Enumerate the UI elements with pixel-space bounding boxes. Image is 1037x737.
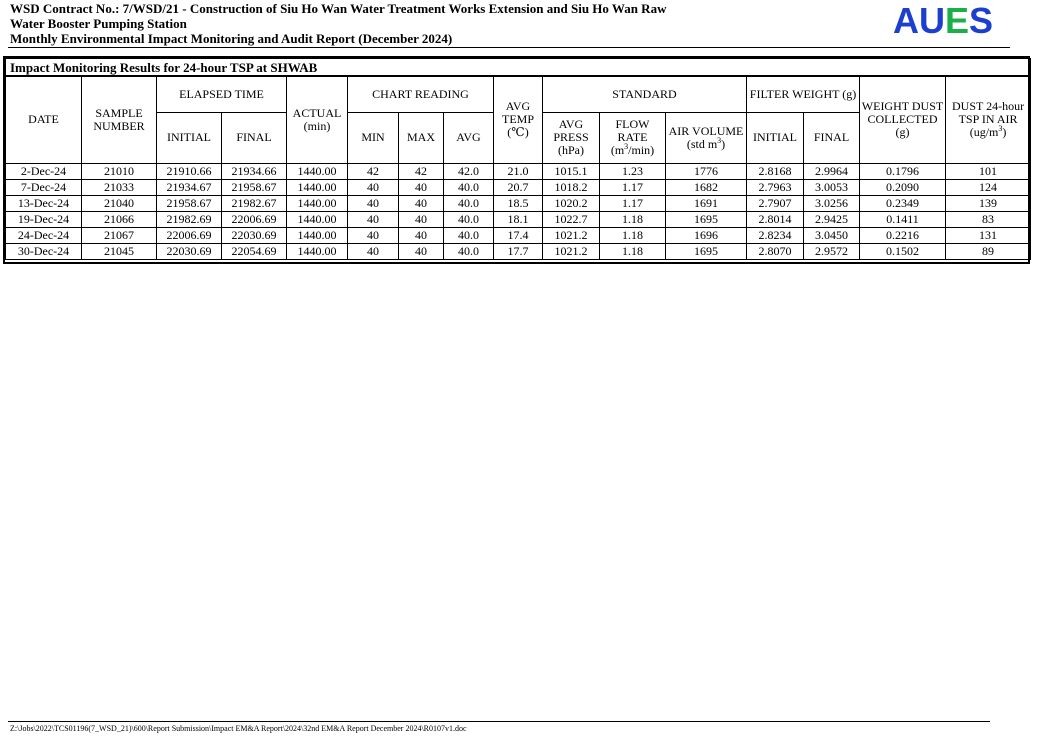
cell-air-volume: 1695 — [666, 243, 747, 259]
cell-chart-avg: 40.0 — [444, 227, 494, 243]
cell-chart-avg: 40.0 — [444, 211, 494, 227]
cell-elapsed-initial: 21910.66 — [157, 163, 222, 179]
cell-elapsed-final: 21934.66 — [222, 163, 287, 179]
cell-filter-final: 3.0053 — [804, 179, 860, 195]
cell-avg-temp: 21.0 — [494, 163, 543, 179]
logo-letter-u: U — [919, 0, 945, 41]
dust-tsp-unit — [970, 125, 1007, 139]
cell-chart-min: 40 — [348, 211, 399, 227]
table-row — [6, 243, 1031, 259]
air-volume-unit-a: (std m — [686, 136, 718, 151]
dust-tsp-unit-b: ) — [1002, 125, 1007, 140]
col-header-fw-initial: INITIAL — [747, 112, 804, 163]
col-header-air-volume — [666, 112, 747, 163]
results-table-frame — [3, 56, 1030, 264]
cell-date: 13-Dec-24 — [6, 195, 82, 211]
cell-air-volume: 1691 — [666, 195, 747, 211]
col-header-date: DATE — [6, 76, 82, 163]
cell-filter-final: 2.9425 — [804, 211, 860, 227]
cell-filter-final: 3.0450 — [804, 227, 860, 243]
cell-actual: 1440.00 — [287, 163, 348, 179]
cell-date: 19-Dec-24 — [6, 211, 82, 227]
cell-filter-initial: 2.8168 — [747, 163, 804, 179]
cell-elapsed-final: 22006.69 — [222, 211, 287, 227]
cell-sample-number: 21066 — [82, 211, 157, 227]
col-header-actual — [287, 76, 348, 163]
cell-weight-dust: 0.1502 — [860, 243, 946, 259]
cell-chart-avg: 40.0 — [444, 179, 494, 195]
table-row — [6, 163, 1031, 179]
cell-dust-tsp: 131 — [946, 227, 1031, 243]
avg-temp-unit: (℃) — [507, 125, 529, 140]
cell-avg-temp: 20.7 — [494, 179, 543, 195]
cell-dust-tsp: 139 — [946, 195, 1031, 211]
dust-tsp-unit-a: (ug/m — [969, 125, 999, 140]
cell-avg-press: 1021.2 — [543, 243, 600, 259]
flow-rate-unit-b: /min) — [628, 143, 655, 157]
cell-date: 24-Dec-24 — [6, 227, 82, 243]
cell-flow-rate: 1.17 — [600, 195, 666, 211]
col-header-flow-rate — [600, 112, 666, 163]
cell-sample-number: 21040 — [82, 195, 157, 211]
col-header-max: MAX — [399, 112, 444, 163]
cell-elapsed-initial: 21958.67 — [157, 195, 222, 211]
table-row — [6, 195, 1031, 211]
aues-logo — [893, 0, 993, 42]
cell-flow-rate: 1.23 — [600, 163, 666, 179]
cell-air-volume: 1696 — [666, 227, 747, 243]
cell-filter-initial: 2.7963 — [747, 179, 804, 195]
table-row — [6, 179, 1031, 195]
cell-filter-initial: 2.8070 — [747, 243, 804, 259]
weight-dust-label: WEIGHT DUST COLLECTED — [861, 99, 944, 127]
actual-unit: (min) — [303, 118, 331, 133]
cell-elapsed-final: 22030.69 — [222, 227, 287, 243]
cell-actual: 1440.00 — [287, 195, 348, 211]
cell-elapsed-initial: 21934.67 — [157, 179, 222, 195]
cell-date: 7-Dec-24 — [6, 179, 82, 195]
cell-flow-rate: 1.17 — [600, 179, 666, 195]
cell-air-volume: 1776 — [666, 163, 747, 179]
col-header-min: MIN — [348, 112, 399, 163]
cell-avg-press: 1022.7 — [543, 211, 600, 227]
cell-avg-press: 1021.2 — [543, 227, 600, 243]
col-header-chart-reading: CHART READING — [348, 76, 494, 112]
cell-sample-number: 21045 — [82, 243, 157, 259]
cell-filter-final: 2.9964 — [804, 163, 860, 179]
cell-chart-avg: 42.0 — [444, 163, 494, 179]
cell-dust-tsp: 124 — [946, 179, 1031, 195]
cell-flow-rate: 1.18 — [600, 227, 666, 243]
cell-sample-number: 21067 — [82, 227, 157, 243]
cell-elapsed-final: 21958.67 — [222, 179, 287, 195]
col-header-elapsed-time: ELAPSED TIME — [157, 76, 287, 112]
flow-rate-unit — [611, 143, 654, 157]
col-header-weight-dust — [860, 76, 946, 163]
cell-chart-min: 42 — [348, 163, 399, 179]
cell-chart-min: 40 — [348, 227, 399, 243]
footer-file-path: Z:\Jobs\2022\TCS01196(7_WSD_21)\600\Report Submission\Impact EM&A Report\2024\32nd EM&A Report December 2024\R0107v1.doc — [10, 724, 467, 733]
cell-chart-avg: 40.0 — [444, 243, 494, 259]
cell-dust-tsp: 101 — [946, 163, 1031, 179]
cell-filter-final: 2.9572 — [804, 243, 860, 259]
cell-elapsed-initial: 22006.69 — [157, 227, 222, 243]
cell-avg-temp: 18.5 — [494, 195, 543, 211]
col-header-avg: AVG — [444, 112, 494, 163]
col-header-avg-temp — [494, 76, 543, 163]
cell-elapsed-final: 21982.67 — [222, 195, 287, 211]
logo-letter-s: S — [969, 0, 994, 41]
cell-actual: 1440.00 — [287, 243, 348, 259]
header-line-2: Water Booster Pumping Station — [10, 16, 187, 31]
cell-chart-min: 40 — [348, 179, 399, 195]
logo-letter-a: A — [893, 0, 919, 41]
cell-weight-dust: 0.2216 — [860, 227, 946, 243]
cell-sample-number: 21010 — [82, 163, 157, 179]
cell-weight-dust: 0.1411 — [860, 211, 946, 227]
air-volume-unit-b: ) — [721, 136, 726, 151]
cell-avg-press: 1015.1 — [543, 163, 600, 179]
cell-air-volume: 1695 — [666, 211, 747, 227]
table-title: Impact Monitoring Results for 24-hour TSP at SHWAB — [6, 59, 1031, 77]
cell-chart-max: 40 — [399, 243, 444, 259]
cell-chart-max: 42 — [399, 163, 444, 179]
cell-filter-initial: 2.8234 — [747, 227, 804, 243]
logo-letter-e: E — [945, 0, 970, 41]
cell-flow-rate: 1.18 — [600, 211, 666, 227]
flow-rate-unit-a: (m — [610, 143, 625, 157]
footer-divider — [8, 721, 990, 722]
avg-press-unit: (hPa) — [558, 143, 584, 157]
cell-chart-max: 40 — [399, 227, 444, 243]
header-line-1: WSD Contract No.: 7/WSD/21 - Construction of Siu Ho Wan Water Treatment Works Extension and Siu Ho Wan Raw — [10, 1, 667, 16]
flow-rate-unit-sup: 3 — [624, 142, 629, 151]
cell-sample-number: 21033 — [82, 179, 157, 195]
cell-avg-press: 1020.2 — [543, 195, 600, 211]
weight-dust-unit: (g) — [895, 125, 910, 140]
air-volume-unit — [687, 137, 725, 151]
col-header-initial: INITIAL — [157, 112, 222, 163]
col-header-dust-tsp — [946, 76, 1031, 163]
cell-chart-max: 40 — [399, 195, 444, 211]
cell-chart-max: 40 — [399, 179, 444, 195]
col-header-standard: STANDARD — [543, 76, 747, 112]
col-header-sample-number: SAMPLE NUMBER — [82, 76, 157, 163]
flow-rate-label: FLOW RATE — [615, 117, 650, 144]
cell-date: 2-Dec-24 — [6, 163, 82, 179]
actual-label: ACTUAL — [292, 105, 342, 120]
cell-avg-press: 1018.2 — [543, 179, 600, 195]
tsp-results-table — [5, 58, 1031, 260]
cell-chart-avg: 40.0 — [444, 195, 494, 211]
cell-avg-temp: 17.4 — [494, 227, 543, 243]
cell-elapsed-initial: 21982.69 — [157, 211, 222, 227]
table-row — [6, 227, 1031, 243]
cell-filter-initial: 2.7907 — [747, 195, 804, 211]
air-volume-label: AIR VOLUME — [668, 123, 744, 138]
cell-elapsed-final: 22054.69 — [222, 243, 287, 259]
header-divider — [8, 47, 1010, 48]
cell-chart-max: 40 — [399, 211, 444, 227]
cell-chart-min: 40 — [348, 195, 399, 211]
cell-air-volume: 1682 — [666, 179, 747, 195]
document-header — [10, 1, 870, 46]
cell-dust-tsp: 83 — [946, 211, 1031, 227]
cell-actual: 1440.00 — [287, 211, 348, 227]
cell-filter-final: 3.0256 — [804, 195, 860, 211]
col-header-avg-press — [543, 112, 600, 163]
cell-avg-temp: 18.1 — [494, 211, 543, 227]
table-body — [6, 163, 1031, 259]
table-row — [6, 211, 1031, 227]
cell-weight-dust: 0.2349 — [860, 195, 946, 211]
col-header-filter-weight: FILTER WEIGHT (g) — [747, 76, 860, 112]
col-header-final: FINAL — [222, 112, 287, 163]
cell-avg-temp: 17.7 — [494, 243, 543, 259]
cell-filter-initial: 2.8014 — [747, 211, 804, 227]
col-header-fw-final: FINAL — [804, 112, 860, 163]
cell-actual: 1440.00 — [287, 179, 348, 195]
avg-temp-label: AVG TEMP — [501, 99, 534, 127]
air-volume-unit-sup: 3 — [717, 135, 722, 145]
cell-chart-min: 40 — [348, 243, 399, 259]
dust-tsp-unit-sup: 3 — [998, 124, 1003, 134]
cell-dust-tsp: 89 — [946, 243, 1031, 259]
cell-flow-rate: 1.18 — [600, 243, 666, 259]
header-line-3: Monthly Environmental Impact Monitoring and Audit Report (December 2024) — [10, 31, 453, 46]
cell-date: 30-Dec-24 — [6, 243, 82, 259]
cell-weight-dust: 0.1796 — [860, 163, 946, 179]
dust-tsp-label: DUST 24-hour TSP IN AIR — [951, 99, 1025, 127]
cell-actual: 1440.00 — [287, 227, 348, 243]
cell-elapsed-initial: 22030.69 — [157, 243, 222, 259]
avg-press-label: AVG PRESS — [553, 117, 589, 144]
cell-weight-dust: 0.2090 — [860, 179, 946, 195]
